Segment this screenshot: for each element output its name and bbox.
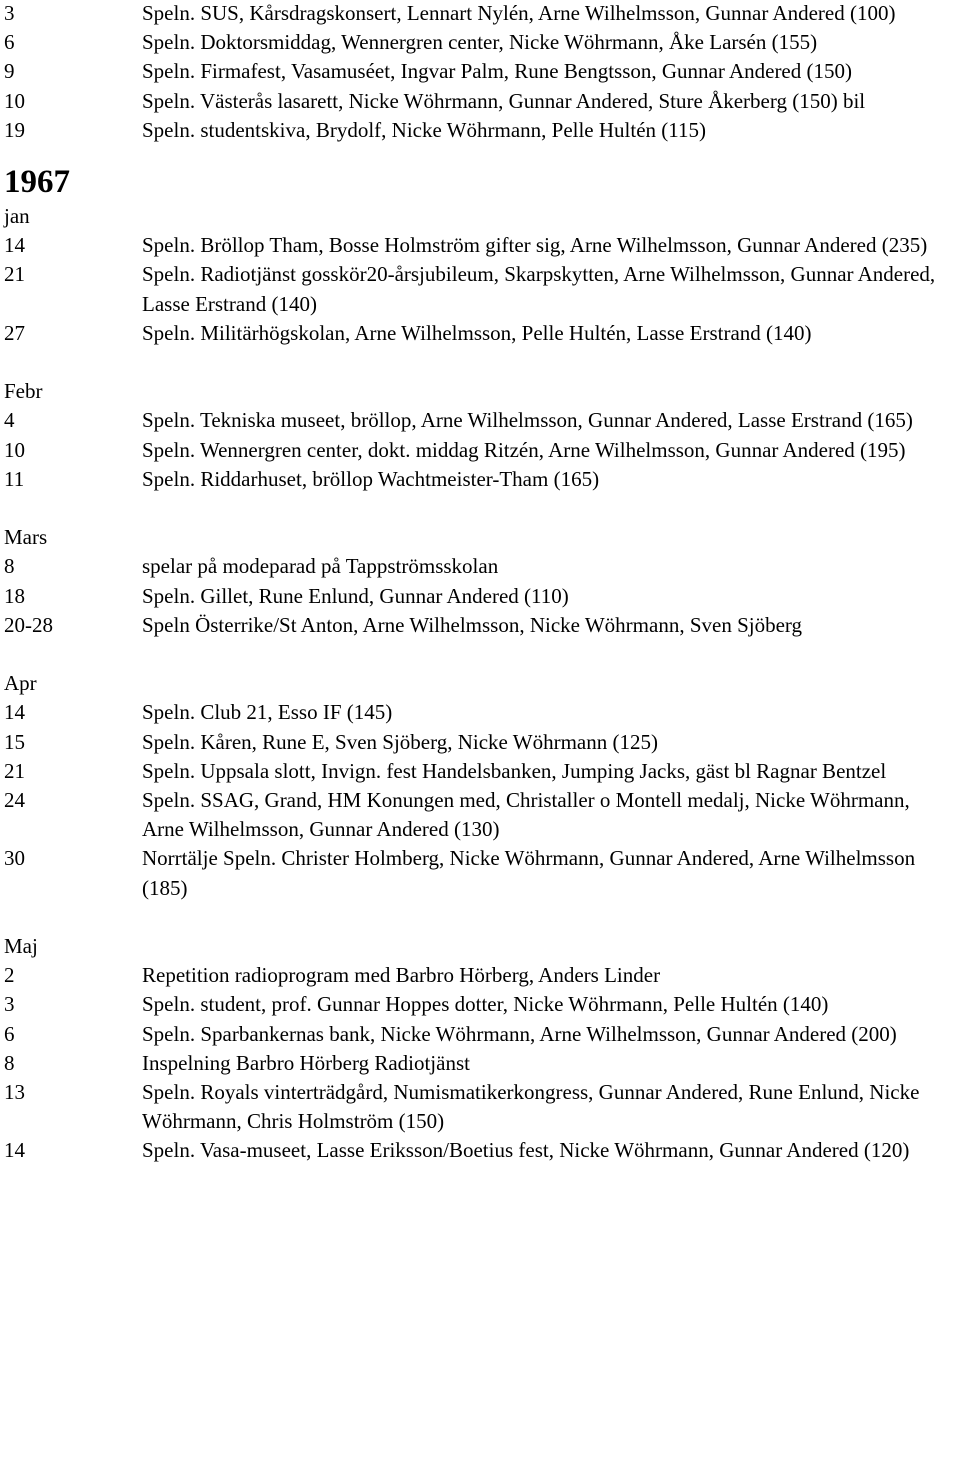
- entry-row: [4, 406, 954, 435]
- entry-day: 20-28: [4, 612, 53, 637]
- entry-text: Speln. studentskiva, Brydolf, Nicke Wöhrmann, Pelle Hultén (115): [142, 117, 706, 142]
- entry-text: Speln. Club 21, Esso IF (145): [142, 700, 393, 725]
- entry-row: [4, 260, 954, 318]
- entry-day: 13: [4, 1080, 25, 1105]
- entry-day: 6: [4, 1021, 15, 1046]
- entry-day: 10: [4, 437, 25, 462]
- entry-row: [4, 87, 954, 116]
- entry-row: [4, 728, 954, 757]
- entry-day: 27: [4, 320, 25, 345]
- entry-text: Speln. Militärhögskolan, Arne Wilhelmsson, Pelle Hultén, Lasse Erstrand (140): [142, 320, 812, 345]
- entry-text: Speln. Gillet, Rune Enlund, Gunnar Andered (110): [142, 583, 569, 608]
- entry-row: [4, 57, 954, 86]
- entry-text: Speln. Wennergren center, dokt. middag Ritzén, Arne Wilhelmsson, Gunnar Andered (195): [142, 437, 906, 462]
- entry-text: Speln. Tekniska museet, bröllop, Arne Wilhelmsson, Gunnar Andered, Lasse Erstrand (165): [142, 408, 913, 433]
- entry-row: [4, 465, 954, 494]
- entry-row: [4, 1020, 954, 1049]
- entry-day: 3: [4, 1, 15, 25]
- entry-text: Norrtälje Speln. Christer Holmberg, Nicke Wöhrmann, Gunnar Andered, Arne Wilhelmsson (185): [142, 846, 916, 900]
- month-heading: Maj: [4, 934, 38, 959]
- entry-text: Repetition radioprogram med Barbro Hörberg, Anders Linder: [142, 963, 661, 988]
- entry-row: [4, 582, 954, 611]
- entry-text: Speln. SUS, Kårsdragskonsert, Lennart Nylén, Arne Wilhelmsson, Gunnar Andered (100): [142, 1, 896, 25]
- month-section-maj: [4, 932, 954, 1166]
- entry-row: [4, 116, 954, 145]
- entry-row: [4, 1049, 954, 1078]
- entry-row: [4, 552, 954, 581]
- entry-day: 8: [4, 554, 15, 579]
- entry-text: Speln. Riddarhuset, bröllop Wachtmeister-Tham (165): [142, 466, 600, 491]
- entry-day: 9: [4, 59, 15, 84]
- month-heading: Mars: [4, 525, 48, 550]
- entry-row: [4, 28, 954, 57]
- entry-text: Speln. student, prof. Gunnar Hoppes dotter, Nicke Wöhrmann, Pelle Hultén (140): [142, 992, 829, 1017]
- entry-row: [4, 231, 954, 260]
- month-section-febr: [4, 377, 954, 494]
- entry-text: Inspelning Barbro Hörberg Radiotjänst: [142, 1050, 470, 1075]
- entry-text: Speln. Bröllop Tham, Bosse Holmström gifter sig, Arne Wilhelmsson, Gunnar Andered (235): [142, 233, 928, 258]
- entry-text: Speln. Firmafest, Vasamuséet, Ingvar Palm, Rune Bengtsson, Gunnar Andered (150): [142, 59, 852, 84]
- month-heading: Apr: [4, 671, 37, 696]
- year-heading: 1967: [4, 164, 70, 201]
- entry-day: 11: [4, 466, 25, 491]
- entry-text: Speln. Doktorsmiddag, Wennergren center, Nicke Wöhrmann, Åke Larsén (155): [142, 30, 818, 55]
- entry-day: 6: [4, 30, 15, 55]
- entry-day: 15: [4, 729, 25, 754]
- entry-day: 4: [4, 408, 15, 433]
- entry-day: 19: [4, 117, 25, 142]
- entry-day: 14: [4, 1138, 25, 1163]
- entry-day: 21: [4, 262, 25, 287]
- entry-row: [4, 961, 954, 990]
- entry-day: 24: [4, 788, 25, 813]
- previous-year-entries: [4, 0, 954, 145]
- entry-row: [4, 844, 954, 902]
- entry-day: 21: [4, 758, 25, 783]
- entry-row: [4, 698, 954, 727]
- month-heading: Febr: [4, 379, 43, 404]
- entry-text: Speln. SSAG, Grand, HM Konungen med, Christaller o Montell medalj, Nicke Wöhrmann, Arne Wilhelmsson, Gunnar Andered (130): [142, 788, 910, 842]
- entry-row: [4, 786, 954, 844]
- entry-row: [4, 990, 954, 1019]
- entry-day: 18: [4, 583, 25, 608]
- month-section-apr: [4, 669, 954, 903]
- entry-text: Speln. Royals vinterträdgård, Numismatikerkongress, Gunnar Andered, Rune Enlund, Nicke Wöhrmann, Chris Holmström (150): [142, 1080, 920, 1134]
- entry-row: [4, 436, 954, 465]
- entry-row: [4, 757, 954, 786]
- entry-day: 30: [4, 846, 25, 871]
- entry-text: Speln Österrike/St Anton, Arne Wilhelmsson, Nicke Wöhrmann, Sven Sjöberg: [142, 612, 803, 637]
- entry-day: 8: [4, 1050, 15, 1075]
- entry-text: Speln. Västerås lasarett, Nicke Wöhrmann, Gunnar Andered, Sture Åkerberg (150) bil: [142, 88, 866, 113]
- entry-row: [4, 1078, 954, 1136]
- entry-row: [4, 1136, 954, 1165]
- entry-text: spelar på modeparad på Tappströmsskolan: [142, 554, 499, 579]
- entry-text: Speln. Kåren, Rune E, Sven Sjöberg, Nicke Wöhrmann (125): [142, 729, 658, 754]
- month-section-mars: [4, 523, 954, 640]
- document-page: [4, 0, 954, 1166]
- entry-day: 10: [4, 88, 25, 113]
- entry-day: 14: [4, 700, 25, 725]
- entry-row: [4, 319, 954, 348]
- entry-day: 2: [4, 963, 15, 988]
- entry-row: [4, 611, 954, 640]
- entry-text: Speln. Radiotjänst gosskör20-årsjubileum, Skarpskytten, Arne Wilhelmsson, Gunnar Andered, Lasse Erstrand (140): [142, 262, 936, 316]
- entry-day: 14: [4, 233, 25, 258]
- month-heading: jan: [4, 204, 30, 229]
- entry-text: Speln. Sparbankernas bank, Nicke Wöhrmann, Arne Wilhelmsson, Gunnar Andered (200): [142, 1021, 897, 1046]
- entry-day: 3: [4, 992, 15, 1017]
- entry-text: Speln. Vasa-museet, Lasse Eriksson/Boetius fest, Nicke Wöhrmann, Gunnar Andered (120): [142, 1138, 910, 1163]
- entry-text: Speln. Uppsala slott, Invign. fest Handelsbanken, Jumping Jacks, gäst bl Ragnar Bentzel: [142, 758, 887, 783]
- entry-row: [4, 0, 954, 28]
- month-section-jan: [4, 202, 954, 348]
